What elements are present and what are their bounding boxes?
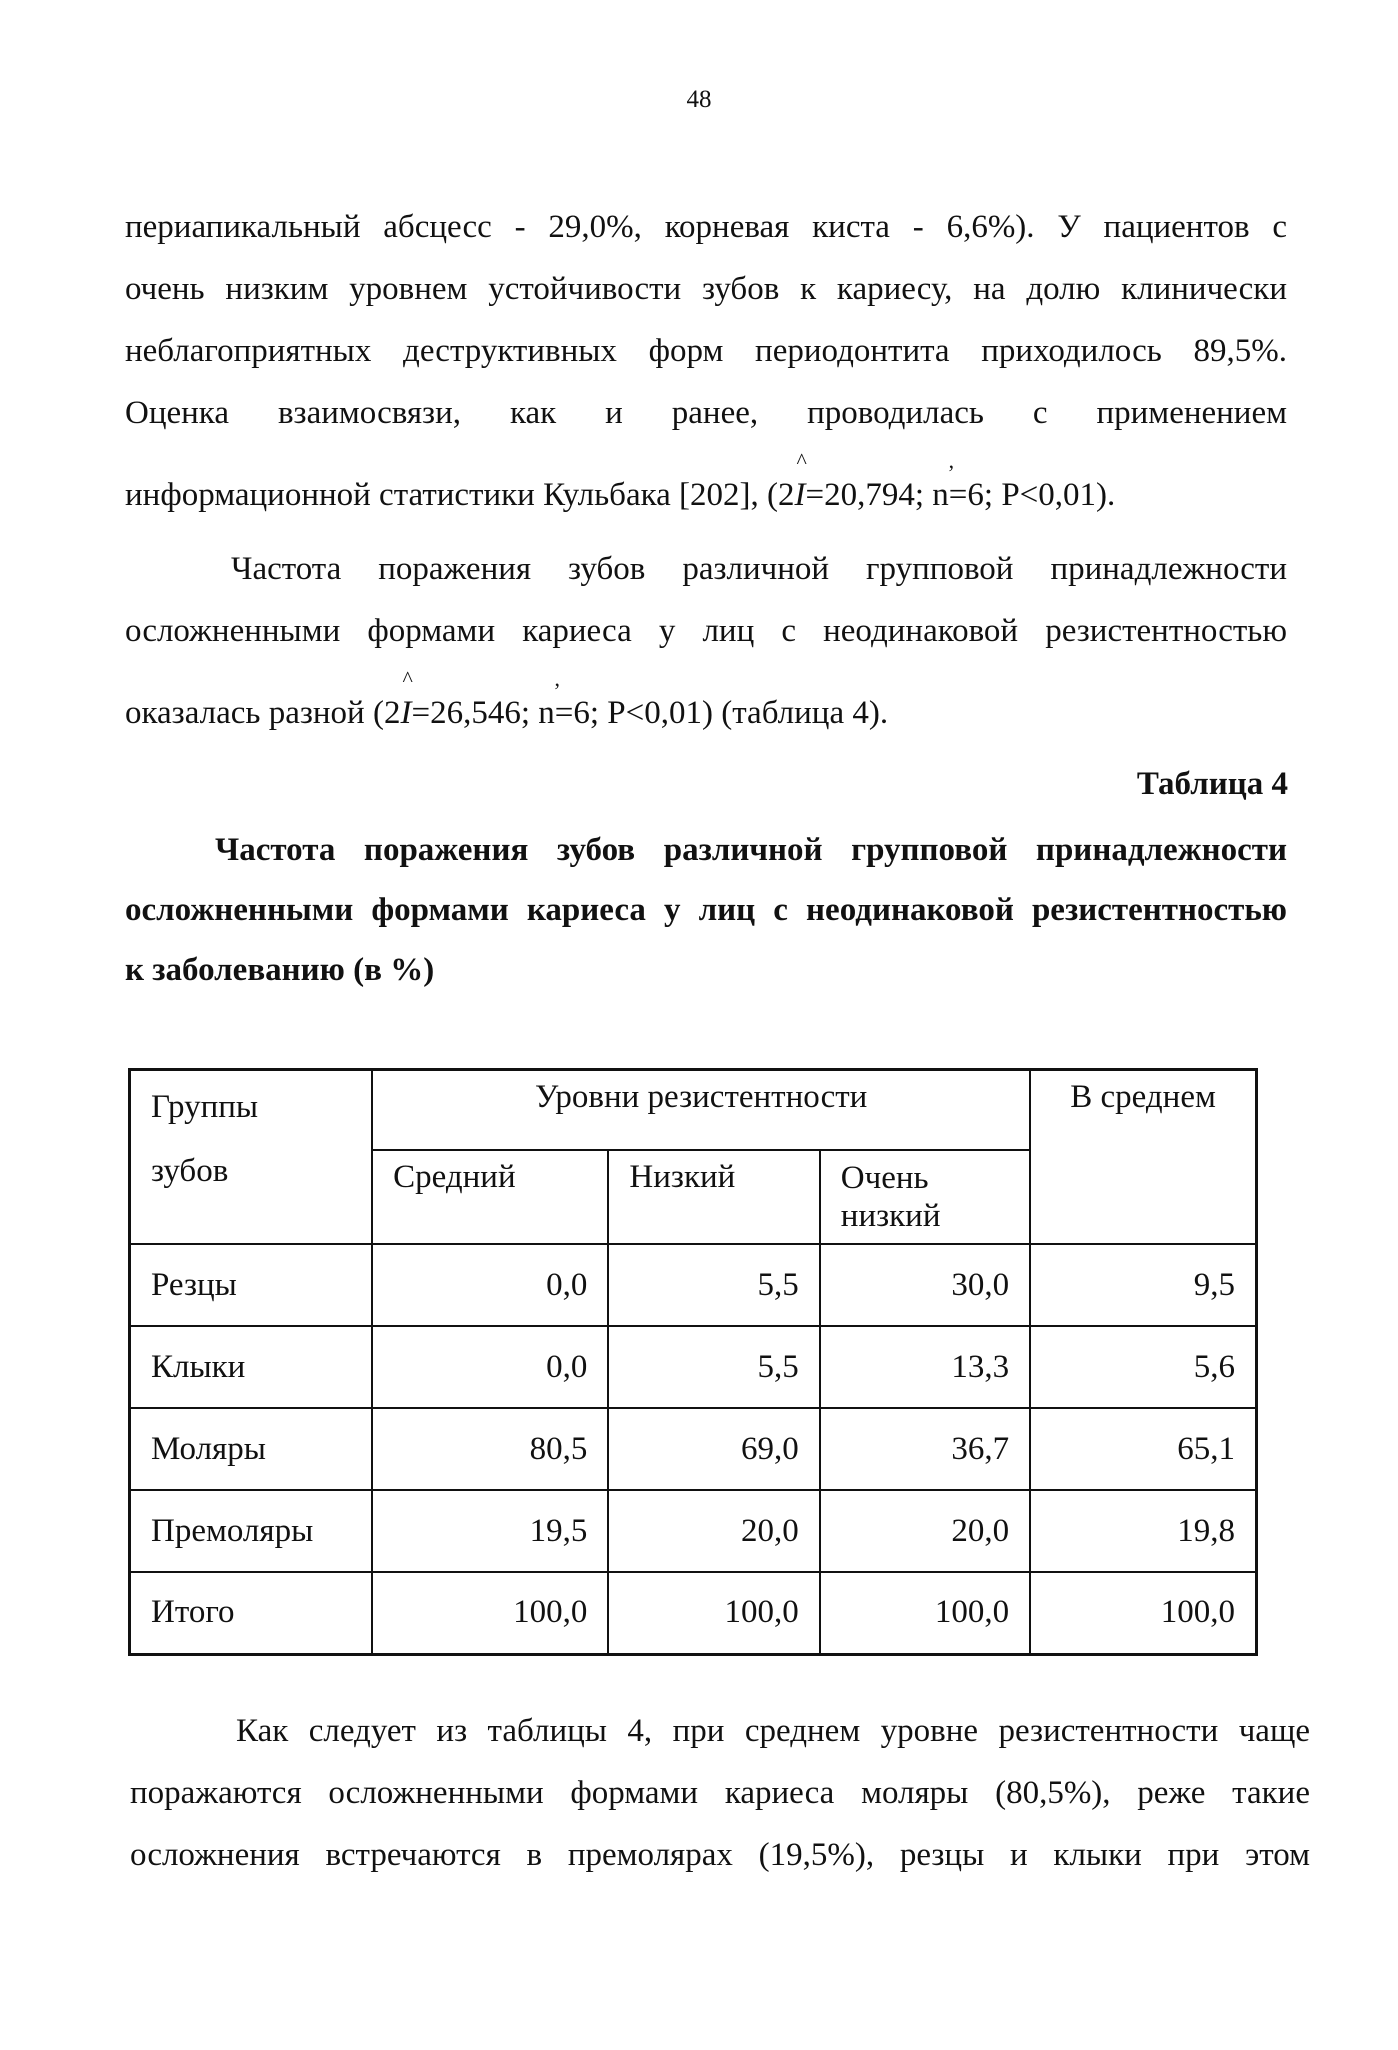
table-row <box>130 1490 1257 1572</box>
group-cell: Резцы <box>130 1244 373 1326</box>
table-header-row <box>130 1070 1257 1151</box>
group-cell: Моляры <box>130 1408 373 1490</box>
group-header-line: зубов <box>151 1153 229 1189</box>
levels-header-cell: Уровни резистентности <box>372 1070 1030 1151</box>
text-line: поражаются осложненными формами кариеса моляры (80,5%), реже такие <box>130 1775 1310 1811</box>
value-cell: 80,5 <box>372 1408 608 1490</box>
statistic-i-symbol: ^ I <box>795 464 806 526</box>
value-cell: 20,0 <box>820 1490 1030 1572</box>
paragraph-3 <box>130 1700 1310 1886</box>
text-fragment: оказалась разной (2 <box>125 695 401 731</box>
group-cell: Итого <box>130 1572 373 1654</box>
caption-line: к заболеванию (в %) <box>125 952 435 988</box>
paragraph-2 <box>125 538 1287 744</box>
text-line: Оценка взаимосвязи, как и ранее, проводилась с применением <box>125 395 1287 431</box>
table-row <box>130 1244 1257 1326</box>
text-fragment: =6; P<0,01). <box>948 477 1116 513</box>
value-cell: 36,7 <box>820 1408 1030 1490</box>
statistic-n-symbol: n ’ <box>932 464 949 526</box>
value-cell: 30,0 <box>820 1244 1030 1326</box>
value-cell: 20,0 <box>608 1490 819 1572</box>
subheader-cell: Низкий <box>608 1150 819 1244</box>
formula-line <box>125 464 1287 526</box>
table-caption <box>125 820 1287 1000</box>
caption-line: осложненными формами кариеса у лиц с неодинаковой резистентностью <box>125 892 1287 928</box>
group-header-line: Группы <box>151 1089 259 1125</box>
value-cell: 13,3 <box>820 1326 1030 1408</box>
value-cell: 100,0 <box>820 1572 1030 1654</box>
value-cell: 100,0 <box>1030 1572 1256 1654</box>
group-cell: Премоляры <box>130 1490 373 1572</box>
value-cell: 19,5 <box>372 1490 608 1572</box>
text-fragment: информационной статистики Кульбака [202], (2 <box>125 477 795 513</box>
table-row <box>130 1408 1257 1490</box>
value-cell: 100,0 <box>372 1572 608 1654</box>
group-header-cell <box>130 1070 373 1245</box>
page-number: 48 <box>686 86 712 113</box>
subheader-cell: Средний <box>372 1150 608 1244</box>
group-cell: Клыки <box>130 1326 373 1408</box>
text-fragment: =6; P<0,01) (таблица 4). <box>554 695 889 731</box>
formula-line <box>125 682 1287 744</box>
value-cell: 5,6 <box>1030 1326 1256 1408</box>
paragraph-1 <box>125 196 1287 526</box>
value-cell: 5,5 <box>608 1326 819 1408</box>
table-label: Таблица 4 <box>1136 766 1288 802</box>
value-cell: 65,1 <box>1030 1408 1256 1490</box>
table-row <box>130 1326 1257 1408</box>
caption-line: Частота поражения зубов различной групповой принадлежности <box>215 832 1287 868</box>
text-line: осложненными формами кариеса у лиц с неодинаковой резистентностью <box>125 613 1287 649</box>
text-line: осложнения встречаются в премолярах (19,5%), резцы и клыки при этом <box>130 1837 1310 1873</box>
text-line: периапикальный абсцесс - 29,0%, корневая киста - 6,6%). У пациентов с <box>125 209 1287 245</box>
statistic-n-symbol: n ’ <box>538 682 555 744</box>
text-line: очень низким уровнем устойчивости зубов к кариесу, на долю клинически <box>125 271 1287 307</box>
data-table <box>128 1068 1258 1656</box>
text-fragment: =26,546; <box>411 695 539 731</box>
value-cell: 69,0 <box>608 1408 819 1490</box>
value-cell: 0,0 <box>372 1326 608 1408</box>
text-line: неблагоприятных деструктивных форм периодонтита приходилось 89,5%. <box>125 333 1287 369</box>
value-cell: 19,8 <box>1030 1490 1256 1572</box>
subheader-cell: Очень низкий <box>820 1150 1030 1244</box>
text-line: Как следует из таблицы 4, при среднем уровне резистентности чаще <box>236 1713 1310 1749</box>
value-cell: 9,5 <box>1030 1244 1256 1326</box>
text-line: Частота поражения зубов различной групповой принадлежности <box>231 551 1287 587</box>
value-cell: 0,0 <box>372 1244 608 1326</box>
average-header-cell: В среднем <box>1030 1070 1256 1245</box>
text-fragment: =20,794; <box>805 477 933 513</box>
value-cell: 100,0 <box>608 1572 819 1654</box>
statistic-i-symbol: ^ I <box>400 682 411 744</box>
table-row <box>130 1572 1257 1654</box>
value-cell: 5,5 <box>608 1244 819 1326</box>
